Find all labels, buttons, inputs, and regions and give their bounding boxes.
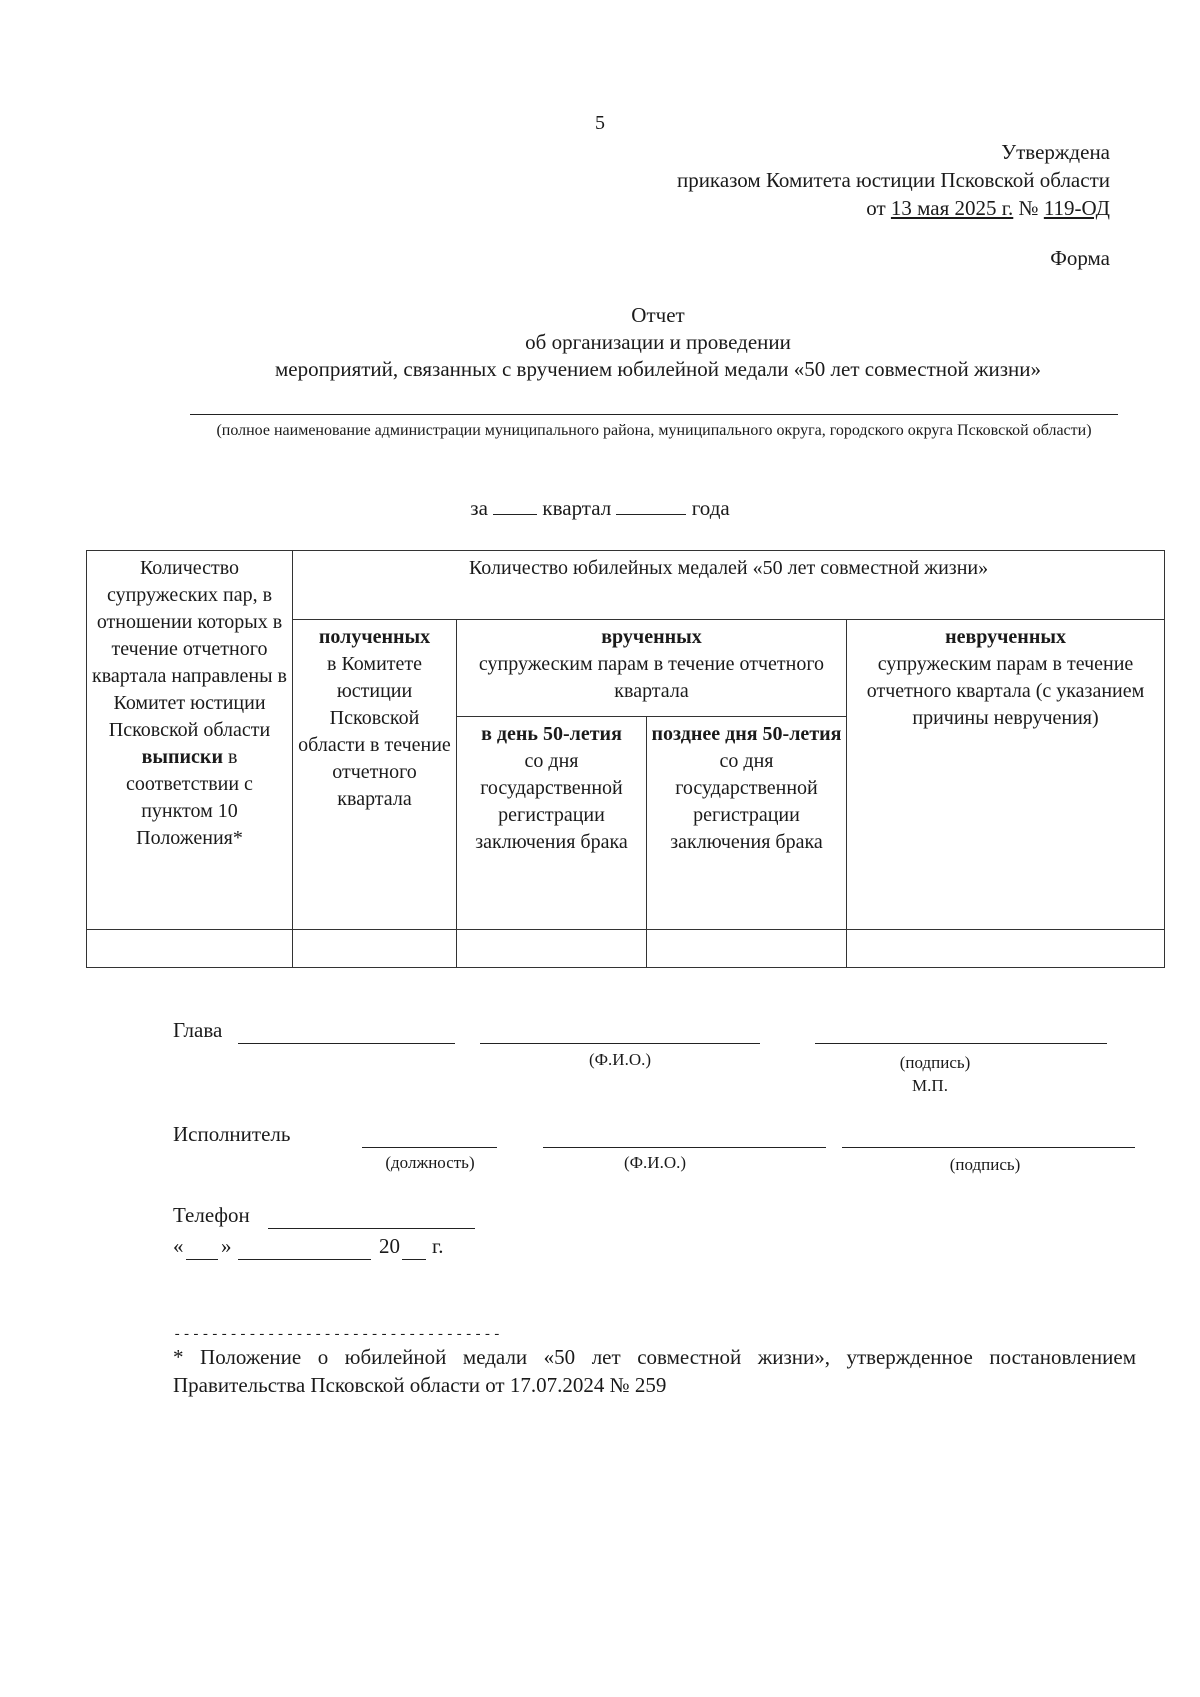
executor-label: Исполнитель xyxy=(173,1122,291,1146)
medals-group-header: Количество юбилейных медалей «50 лет совместной жизни» xyxy=(293,551,1165,620)
executor-fio-line[interactable] xyxy=(543,1147,826,1148)
approval-line-1: Утверждена xyxy=(1001,140,1110,164)
date-close-quote: » xyxy=(221,1234,232,1258)
title-line-2: об организации и проведении xyxy=(525,330,791,354)
approval-date-prefix: от xyxy=(866,196,886,220)
data-cell-received[interactable] xyxy=(293,930,457,968)
data-cell-couples[interactable] xyxy=(87,930,293,968)
report-title xyxy=(100,302,1200,383)
footnote-text: * Положение о юбилейной медали «50 лет совместной жизни», утвержденное постановлением Правительства Псковской области от 17.07.2024 № 259 xyxy=(173,1345,1136,1397)
head-label: Глава xyxy=(173,1018,223,1042)
year-blank[interactable] xyxy=(616,496,686,515)
executor-fio-caption: (Ф.И.О.) xyxy=(623,1153,687,1172)
report-table xyxy=(86,550,1165,968)
data-cell-later[interactable] xyxy=(647,930,847,968)
executor-position-line[interactable] xyxy=(362,1147,497,1148)
date-month-line[interactable] xyxy=(238,1259,371,1260)
col-received-header: полученных в Комитете юстиции Псковской области в течение отчетного квартала xyxy=(293,620,457,930)
col-couples-bold: выписки xyxy=(141,746,223,768)
head-fio-caption: (Ф.И.О.) xyxy=(588,1050,652,1069)
title-line-1: Отчет xyxy=(631,303,685,327)
title-line-3: мероприятий, связанных с вручением юбилейной медали «50 лет совместной жизни» xyxy=(275,357,1041,381)
col-on-day-header: в день 50-летия со дня государственной регистрации заключения брака xyxy=(457,717,647,930)
col-later-header: позднее дня 50-летия со дня государственной регистрации заключения брака xyxy=(647,717,847,930)
admin-name-caption: (полное наименование администрации муниципального района, муниципального округа, городского округа Псковской области) xyxy=(216,422,1092,439)
executor-sign-caption: (подпись) xyxy=(949,1155,1021,1174)
head-sign-caption: (подпись) xyxy=(899,1053,971,1072)
admin-name-field-line[interactable] xyxy=(190,414,1118,415)
phone-line[interactable] xyxy=(268,1228,475,1229)
approval-number-sign: № xyxy=(1018,196,1039,220)
phone-label: Телефон xyxy=(173,1203,250,1227)
approval-line-3 xyxy=(677,194,1110,222)
period-za: за xyxy=(470,496,488,520)
col-not-awarded-header: неврученных супружеским парам в течение отчетного квартала (с указанием причины невручения) xyxy=(847,620,1165,930)
col-awarded-header: врученных супружеским парам в течение отчетного квартала xyxy=(457,620,847,717)
date-year-prefix: 20 xyxy=(379,1234,400,1258)
approval-date: 13 мая 2025 г. xyxy=(890,196,1014,220)
data-cell-not-awarded[interactable] xyxy=(847,930,1165,968)
approval-line-2: приказом Комитета юстиции Псковской области xyxy=(676,168,1110,192)
date-day-line[interactable] xyxy=(186,1259,218,1260)
head-position-line[interactable] xyxy=(238,1043,455,1044)
date-year-line[interactable] xyxy=(402,1259,426,1260)
stamp-mp: М.П. xyxy=(912,1076,948,1095)
approval-block xyxy=(677,138,1110,222)
footnote-separator: ----------------------------------- xyxy=(173,1327,503,1343)
executor-sign-line[interactable] xyxy=(842,1147,1135,1148)
period-line xyxy=(0,496,1200,521)
col-couples-header: Количество супружеских пар, в отношении которых в течение отчетного квартала направлены в Комитет юстиции Псковской области выписки в соответствии с пунктом 10 Положения* xyxy=(87,551,293,930)
page-number: 5 xyxy=(595,112,605,134)
period-goda: года xyxy=(691,496,730,520)
head-sign-line[interactable] xyxy=(815,1043,1107,1044)
form-label: Форма xyxy=(1050,246,1110,270)
executor-position-caption: (должность) xyxy=(385,1153,475,1172)
approval-number: 119-ОД xyxy=(1043,196,1110,220)
data-cell-on-day[interactable] xyxy=(457,930,647,968)
date-year-suffix: г. xyxy=(432,1234,444,1258)
date-open-quote: « xyxy=(173,1234,184,1258)
head-fio-line[interactable] xyxy=(480,1043,760,1044)
period-kvartal: квартал xyxy=(542,496,612,520)
quarter-blank[interactable] xyxy=(493,496,537,515)
